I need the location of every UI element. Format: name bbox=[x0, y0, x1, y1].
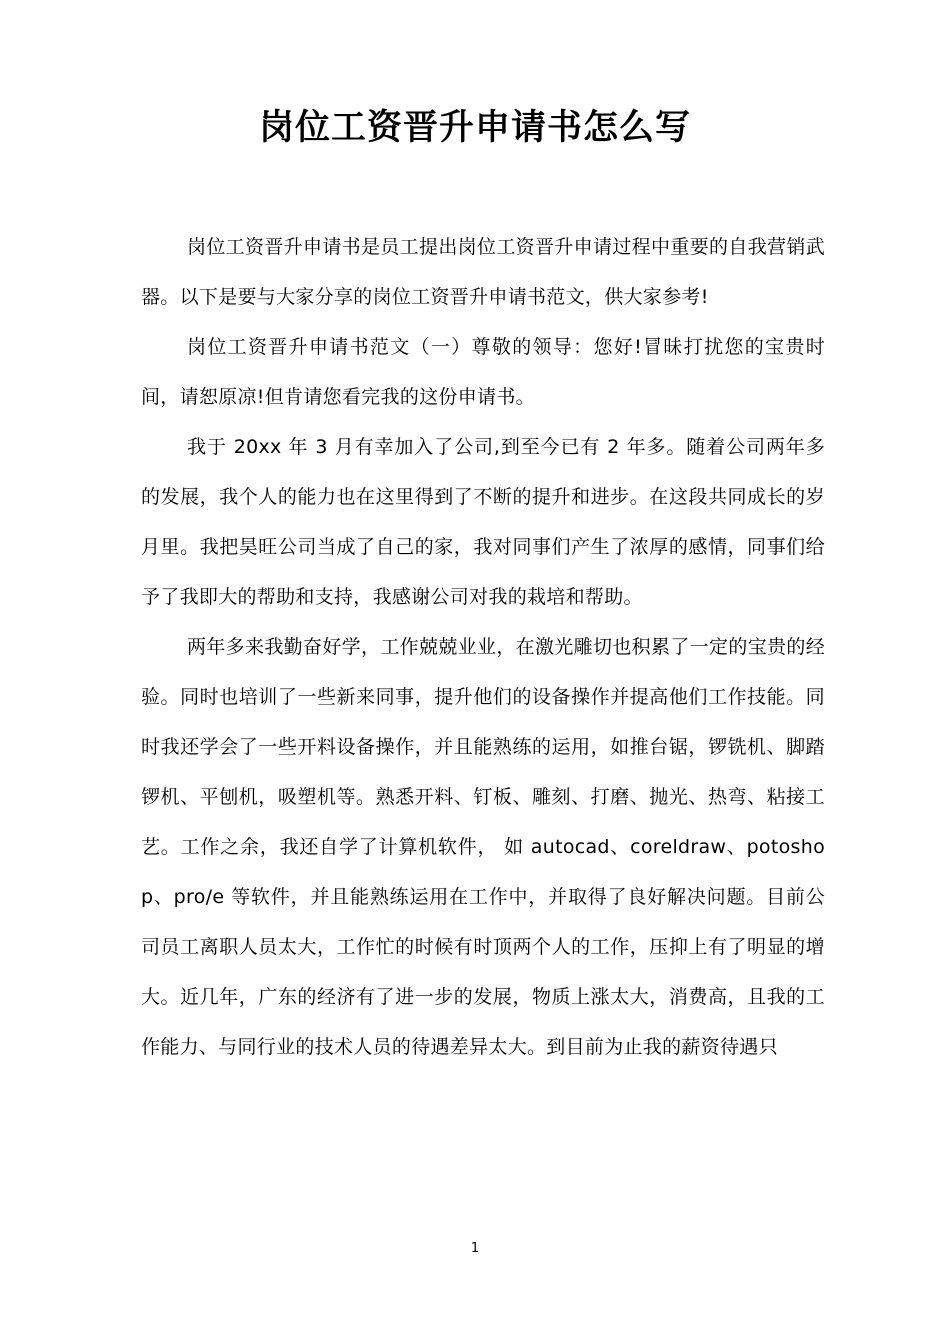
document-title: 岗位工资晋升申请书怎么写 bbox=[258, 108, 691, 148]
document-body bbox=[141, 222, 825, 1072]
paragraph-achievements: 两年多来我勤奋好学，工作兢兢业业，在激光雕切也积累了一定的宝贵的经验。同时也培训了一些新来同事，提升他们的设备操作并提高他们工作技能。同时我还学会了一些开料设备操作，并且能熟练的运用，如推台锯，锣铣机、脚踏锣机、平刨机，吸塑机等。熟悉开料、钉板、雕刻、打磨、抛光、热弯、粘接工艺。工作之余，我还自学了计算机软件， 如 autocad、coreldraw、potoshop、pro/e 等软件，并且能熟练运用在工作中，并取得了良好解决问题。目前公司员工离职人员太大，工作忙的时候有时顶两个人的工作，压抑上有了明显的增大。近几年，广东的经济有了进一步的发展，物质上涨太大，消费高，且我的工作能力、与同行业的技术人员的待遇差异太大。到目前为止我的薪资待遇只 bbox=[141, 636, 825, 1058]
paragraph-salutation: 岗位工资晋升申请书范文（一）尊敬的领导：您好!冒昧打扰您的宝贵时间，请恕原凉!但肯请您看完我的这份申请书。 bbox=[141, 336, 825, 408]
paragraph-intro: 岗位工资晋升申请书是员工提出岗位工资晋升申请过程中重要的自我营销武器。以下是要与大家分享的岗位工资晋升申请书范文，供大家参考! bbox=[141, 236, 825, 308]
page-number: 1 bbox=[470, 1241, 480, 1256]
paragraph-background: 我于 20xx 年 3 月有幸加入了公司,到至今已有 2 年多。随着公司两年多的发展，我个人的能力也在这里得到了不断的提升和进步。在这段共同成长的岁月里。我把昊旺公司当成了自己的家，我对同事们产生了浓厚的感情，同事们给予了我即大的帮助和支持，我感谢公司对我的栽培和帮助。 bbox=[141, 436, 825, 608]
